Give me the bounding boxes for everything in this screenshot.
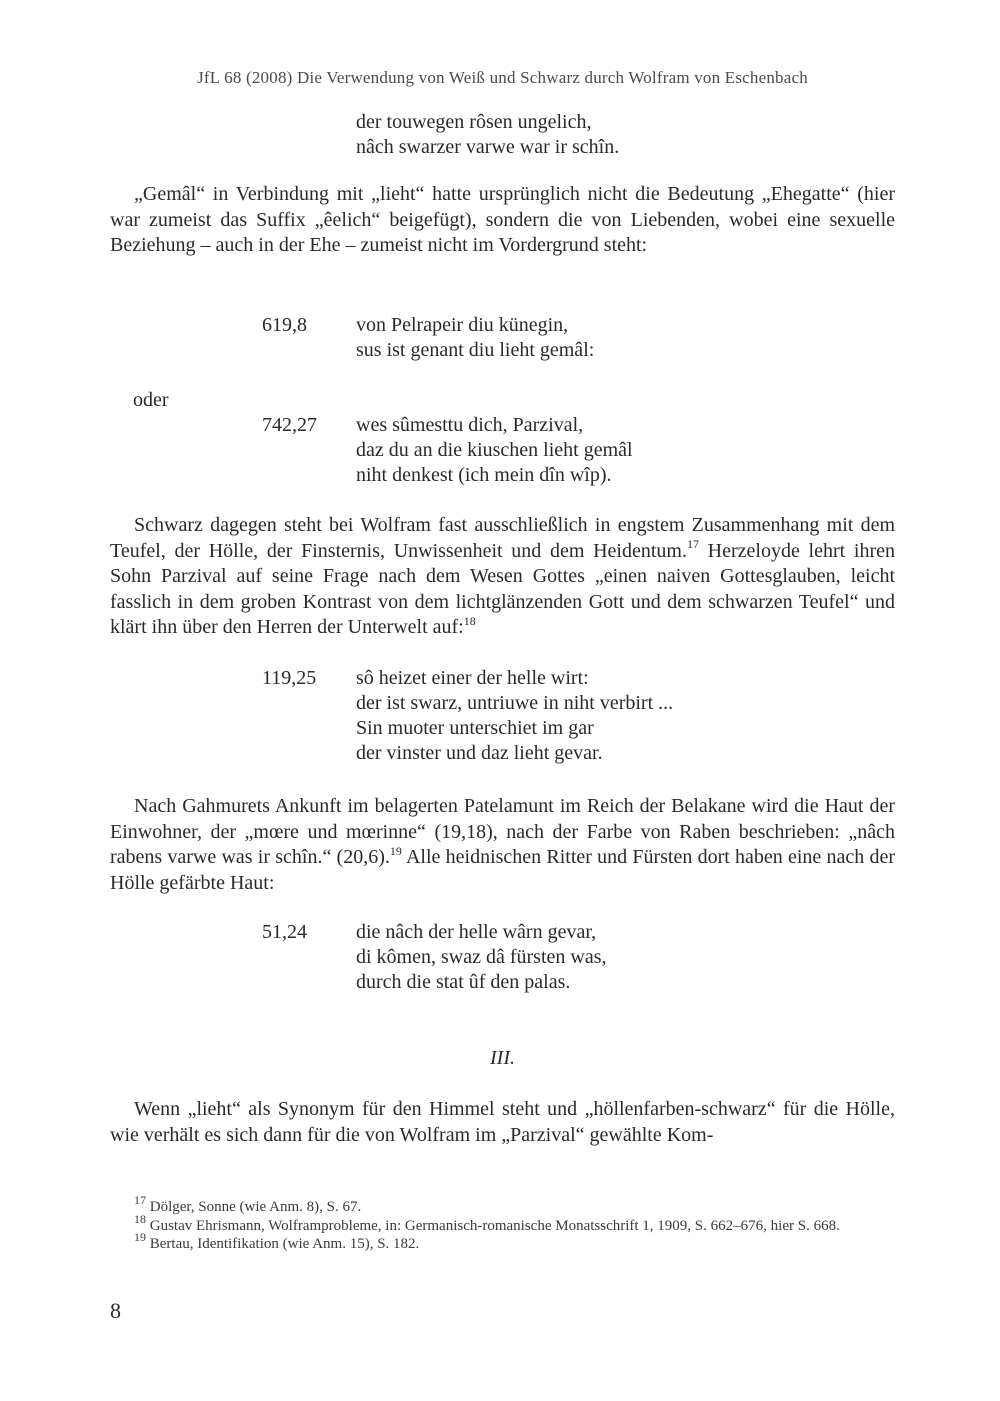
verse-line: durch die stat ûf den palas. bbox=[356, 971, 571, 993]
verse-line: der touwegen rôsen ungelich, bbox=[356, 111, 592, 133]
body-paragraph: „Gemâl“ in Verbindung mit „lieht“ hatte ursprünglich nicht die Bedeutung „Ehegatte“ (hier war zumeist das Suffix „êelich“ beigefügt), sondern die von Liebenden, wobei eine sexuelle Beziehung – auch in der Ehe – zumeist nicht im Vordergrund steht: bbox=[110, 183, 895, 257]
footnote-number: 19 bbox=[134, 1230, 146, 1244]
verse-line: niht denkest (ich mein dîn wîp). bbox=[356, 464, 612, 486]
verse-reference: 51,24 bbox=[262, 921, 307, 943]
verse-line: der vinster und daz lieht gevar. bbox=[356, 742, 603, 764]
verse-line: sô heizet einer der helle wirt: bbox=[356, 667, 589, 689]
footnote-marker: 19 bbox=[389, 843, 402, 858]
footnote bbox=[110, 1211, 895, 1236]
footnote-marker: 17 bbox=[686, 536, 699, 551]
verse-line: daz du an die kiuschen lieht gemâl bbox=[356, 439, 633, 461]
footnote-marker: 18 bbox=[463, 613, 476, 628]
verse-lines bbox=[356, 666, 856, 766]
verse-line: von Pelrapeir diu künegin, bbox=[356, 314, 569, 336]
verse-reference: 742,27 bbox=[262, 414, 317, 436]
body-paragraph bbox=[110, 513, 895, 641]
footnote-text: Dölger, Sonne (wie Anm. 8), S. 67. bbox=[149, 1199, 362, 1215]
footnote-text: Gustav Ehrismann, Wolframprobleme, in: Germanisch-romanische Monatsschrift 1, 1909, S. 662–676, hier S. 668. bbox=[149, 1217, 840, 1234]
footnote-text: Bertau, Identifikation (wie Anm. 15), S. 182. bbox=[149, 1236, 420, 1252]
running-header: JfL 68 (2008) Die Verwendung von Weiß und Schwarz durch Wolfram von Eschenbach bbox=[197, 68, 808, 87]
verse-line: nâch swarzer varwe war ir schîn. bbox=[356, 136, 620, 158]
footnote-number: 17 bbox=[134, 1193, 146, 1207]
body-paragraph bbox=[110, 794, 895, 896]
page-number: 8 bbox=[110, 1298, 121, 1323]
verse-lines bbox=[356, 413, 856, 488]
footnote bbox=[110, 1193, 895, 1217]
paragraph-text: Nach Gahmurets Ankunft im belagerten Patelamunt im Reich der Belakane wird die Haut der Einwohner, der „mœre und mœrinne“ (19,18), nach der Farbe von Raben beschrieben: „nâch rabens varwe was ir schîn.“ (20,6). bbox=[110, 795, 895, 869]
footnotes bbox=[110, 1193, 895, 1254]
verse-lines bbox=[356, 110, 856, 160]
paragraph-text: Herzeloyde lehrt ihren Sohn Parzival auf seine Frage nach dem Wesen Gottes „einen naiven Gottesglauben, leicht fasslich in dem groben Kontrast von dem lichtglänzenden Gott und dem schwarzen Teufel“ und klärt ihn über den Herren der Unterwelt auf: bbox=[110, 539, 895, 639]
verse-lines bbox=[356, 313, 856, 363]
verse-line: die nâch der helle wârn gevar, bbox=[356, 921, 597, 943]
verse-line: wes sûmesttu dich, Parzival, bbox=[356, 414, 584, 436]
paragraph-text: Schwarz dagegen steht bei Wolfram fast ausschließlich in engstem Zusammenhang mit dem Teufel, der Hölle, der Finsternis, Unwissenheit und dem Heidentum. bbox=[110, 514, 895, 562]
connector-word: oder bbox=[133, 389, 169, 411]
verse-line: di kômen, swaz dâ fürsten was, bbox=[356, 946, 607, 968]
verse-line: der ist swarz, untriuwe in niht verbirt ... bbox=[356, 692, 674, 714]
footnote-number: 18 bbox=[134, 1211, 146, 1226]
verse-line: Sin muoter unterschiet im gar bbox=[356, 717, 594, 739]
verse-line: sus ist genant diu lieht gemâl: bbox=[356, 339, 595, 361]
footnote bbox=[110, 1230, 895, 1254]
verse-reference: 119,25 bbox=[262, 667, 317, 689]
section-heading: III. bbox=[490, 1047, 515, 1069]
body-paragraph: Wenn „lieht“ als Synonym für den Himmel steht und „höllenfarben-schwarz“ für die Hölle, wie verhält es sich dann für die von Wolfram im „Parzival“ gewählte Kom- bbox=[110, 1098, 895, 1146]
verse-lines bbox=[356, 920, 856, 995]
paragraph-text: Alle heidnischen Ritter und Fürsten dort haben eine nach der Hölle gefärbte Haut: bbox=[110, 846, 895, 894]
verse-reference: 619,8 bbox=[262, 314, 307, 336]
